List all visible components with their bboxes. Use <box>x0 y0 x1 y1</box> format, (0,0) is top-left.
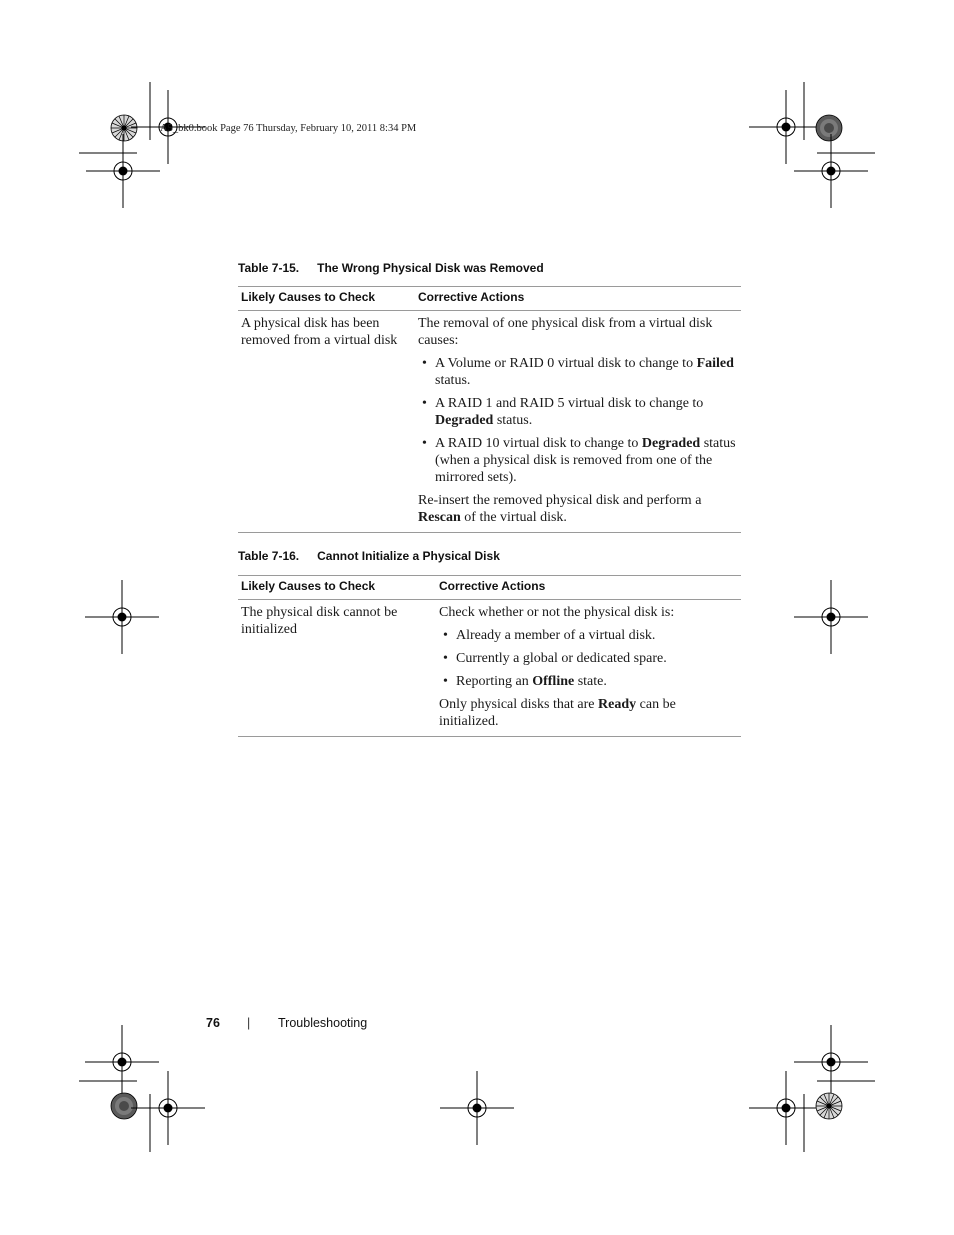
table-caption <box>238 261 544 275</box>
registration-speckle-icon <box>111 1093 137 1119</box>
crosshair-icon <box>131 1071 205 1145</box>
column-header: Corrective Actions <box>436 576 741 600</box>
crosshair-icon <box>85 580 159 654</box>
section-title: Troubleshooting <box>278 1016 368 1030</box>
page-number: 76 <box>206 1016 220 1030</box>
table-row <box>238 600 741 737</box>
list-item: • Reporting an Offline state. <box>443 674 607 689</box>
list-item: • A RAID 1 and RAID 5 virtual disk to change to Degraded status. <box>422 396 704 428</box>
bullet-icon: • <box>422 396 427 411</box>
table-header-row <box>238 287 741 311</box>
registration-starburst-icon <box>111 115 137 141</box>
troubleshooting-table <box>238 575 741 737</box>
list-item: • A RAID 10 virtual disk to change to Degraded status (when a physical disk is removed from one of the mirrored sets). <box>422 436 736 485</box>
likely-cause-cell: A physical disk has been removed from a virtual disk <box>238 311 415 533</box>
crosshair-icon <box>794 134 868 208</box>
actions-outro: Only physical disks that are Ready can be initialized. <box>439 697 676 729</box>
actions-outro: Re-insert the removed physical disk and perform a Rescan of the virtual disk. <box>418 493 702 525</box>
crosshair-icon <box>749 1071 823 1145</box>
actions-intro: The removal of one physical disk from a virtual disk causes: <box>418 316 713 348</box>
table-title: Cannot Initialize a Physical Disk <box>317 549 500 563</box>
registration-starburst-icon <box>816 1093 842 1119</box>
crosshair-icon <box>440 1071 514 1145</box>
actions-intro: Check whether or not the physical disk is: <box>439 605 675 620</box>
bullet-icon: • <box>443 674 448 689</box>
actions-list <box>439 627 738 690</box>
status-term: Offline <box>532 674 575 689</box>
table-row <box>238 311 741 533</box>
bullet-icon: • <box>443 651 448 666</box>
table-header-row <box>238 576 741 600</box>
list-item: • Currently a global or dedicated spare. <box>443 651 667 666</box>
status-term: Failed <box>696 356 734 371</box>
crosshair-icon <box>749 90 823 164</box>
troubleshooting-table <box>238 286 741 533</box>
bullet-icon: • <box>422 436 427 451</box>
table-number: Table 7-15. <box>238 261 300 275</box>
status-term: Degraded <box>641 436 701 451</box>
column-header: Likely Causes to Check <box>238 576 436 600</box>
bullet-icon: • <box>443 628 448 643</box>
crosshair-icon <box>85 1025 159 1099</box>
status-term: Degraded <box>435 413 494 428</box>
table-number: Table 7-16. <box>238 549 300 563</box>
table-title: The Wrong Physical Disk was Removed <box>317 261 544 275</box>
column-header: Corrective Actions <box>415 287 741 311</box>
crosshair-icon <box>794 1025 868 1099</box>
action-term: Rescan <box>418 510 461 525</box>
list-item: • A Volume or RAID 0 virtual disk to change to Failed status. <box>422 356 734 388</box>
bullet-icon: • <box>422 356 427 371</box>
crosshair-icon <box>794 580 868 654</box>
status-term: Ready <box>598 697 637 712</box>
corrective-actions-cell <box>415 311 741 533</box>
likely-cause-cell: The physical disk cannot be initialized <box>238 600 436 737</box>
corrective-actions-cell <box>436 600 741 737</box>
column-header: Likely Causes to Check <box>238 287 415 311</box>
footer-separator: | <box>247 1016 251 1030</box>
actions-list <box>418 355 738 486</box>
table-caption <box>238 549 500 563</box>
print-slug: A5_bk0.book Page 76 Thursday, February 10, 2011 8:34 PM <box>160 123 417 134</box>
list-item: • Already a member of a virtual disk. <box>443 628 656 643</box>
crosshair-icon <box>86 134 160 208</box>
registration-speckle-icon <box>816 115 842 141</box>
